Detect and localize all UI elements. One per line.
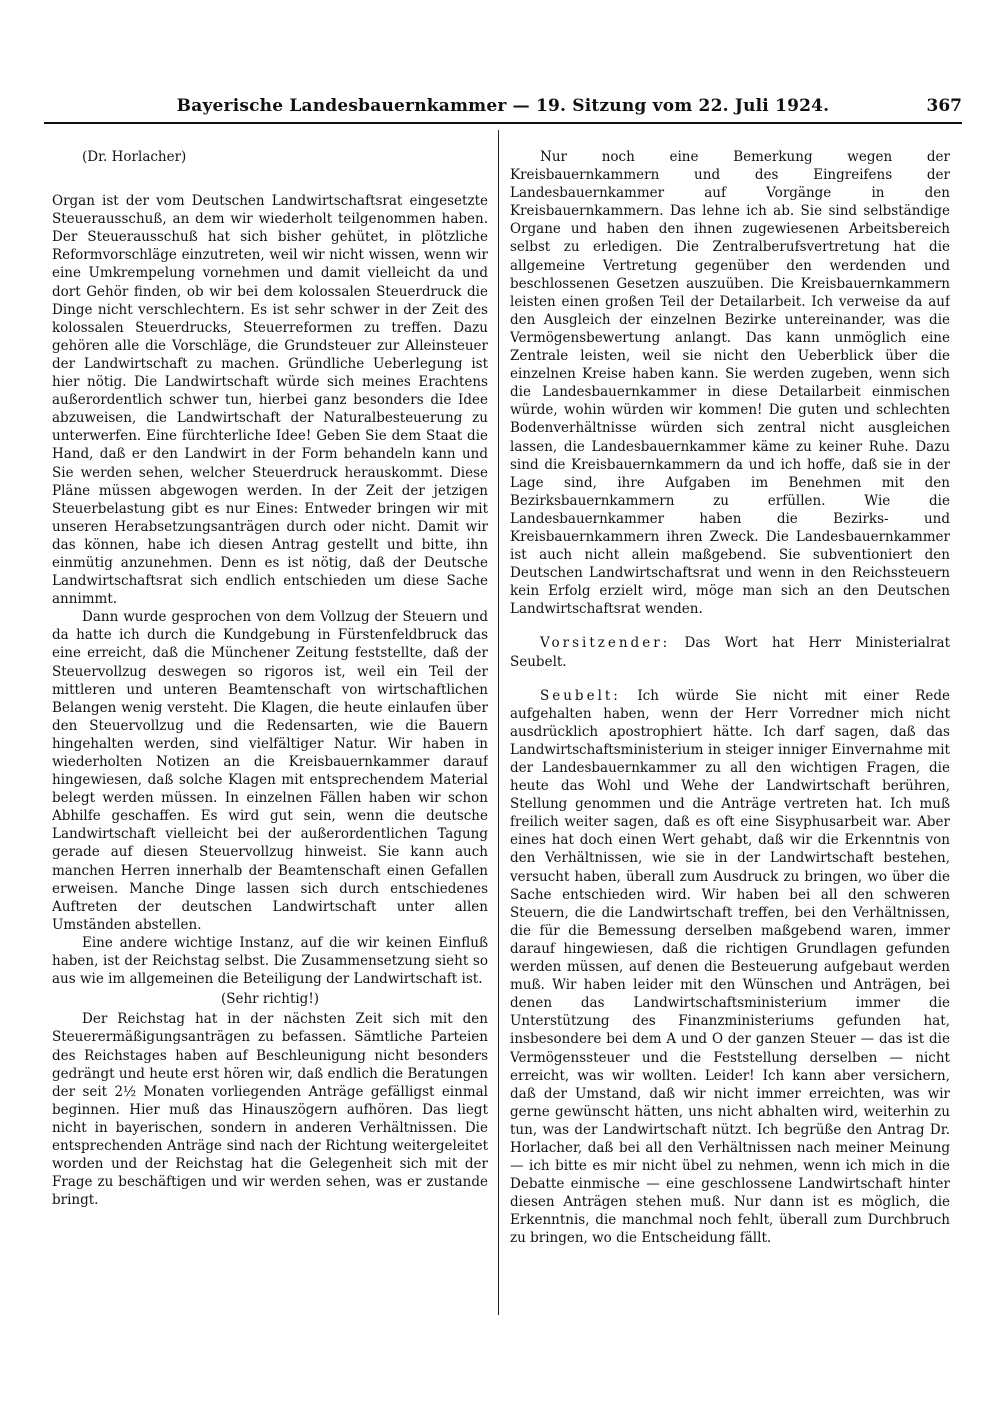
header-rule — [44, 122, 962, 124]
speaker-text: Ich würde Sie nicht mit einer Rede aufgehalten haben, wenn der Herr Vorredner mich nicht ausdrücklich apostrophiert hätte. Ich darf sagen, daß das Landwirtschaftsministerium in steiger inniger Einvernahme mit der Landesbauernkammer zu all den wichtigen Fragen, die heute das Wohl und Wehe der Landwirtschaft berühren, Stellung genommen und die Anträge vertreten hat. Ich muß freilich weiter sagen, daß es oft eine Sisyphusarbeit war. Aber eines hat doch einen Wert gehabt, daß wir die Erkenntnis von den Verhältnissen, wie sie in der Landwirtschaft bestehen, versucht haben, überall zum Ausdruck zu bringen, wo über die Sache entschieden wird. Wir haben bei all den schweren Steuern, die die Landwirtschaft treffen, bei den Verhältnissen, die für die Bemessung derselben maßgebend waren, immer darauf hingewiesen, daß die richtigen Grundlagen gefunden werden müssen, auf denen die Besteuerung aufgebaut werden muß. Wir haben leider mit den Wünschen und Anträgen, bei denen das Landwirtschaftsministerium immer die Unterstützung des Finanzministeriums gefunden hat, insbesondere bei dem A und O der ganzen Steuer — das ist die Vermögenssteuer und die Feststellung derselben — nicht erreicht, was wir wollten. Leider! Ich kann aber versichern, daß der Umstand, daß wir nicht immer erreichten, was wir gerne gewünscht hätten, uns nicht abhalten wird, weiterhin zu tun, was der Landwirtschaft nützt. Ich begrüße den Antrag Dr. Horlacher, daß bei all den Verhältnissen nach meiner Meinung — ich bitte es mir nicht übel zu nehmen, wenn ich mich in die Debatte einmische — eine geschlossene Landwirtschaft hinter diesen Anträgen stehen muß. Nur dann ist es möglich, die Erkenntnis, die manchmal noch fehlt, überall zum Durchbruch zu bringen, wo die Entscheidung fällt. — [510, 687, 950, 1247]
left-column — [52, 148, 488, 1328]
left-paragraph-2: Dann wurde gesprochen von dem Vollzug der Steuern und da hatte ich durch die Kundgebung in Fürstenfeldbruck das eine erreicht, daß die Münchener Zeitung feststellte, daß der Steuervollzug deswegen so rigoros ist, weil ein Teil der mittleren und unteren Beamtenschaft von wirtschaftlichen Belangen wenig versteht. Die Klagen, die heute einlaufen über den Steuervollzug und die Redensarten, wie die Bauern hingehalten werden, sind vielfältiger Natur. Wir haben in wiederholten Notizen an die Kreisbauernkammer darauf hingewiesen, daß solche Klagen mit entsprechendem Material belegt werden müssen. In einzelnen Fällen haben wir schon Abhilfe geschaffen. Es wird gut sein, wenn die deutsche Landwirtschaft vielleicht bei der außerordentlichen Tagung gerade auf diesen Steuervollzug hinweist. Sie kann auch manchen Herren innerhalb der Beamtenschaft einen Gefallen erweisen. Manche Dinge lassen sich durch entschiedenes Auftreten der deutschen Landwirtschaft unter allen Umständen abstellen. — [52, 609, 488, 933]
chair-statement — [510, 634, 950, 670]
left-paragraph-1: Organ ist der vom Deutschen Landwirtschaftsrat eingesetzte Steuerausschuß, an dem wir wiederholt teilgenommen haben. Der Steuerausschuß hat sich bisher gehütet, in plötzliche Reformvorschläge einzutreten, weil wir nicht wissen, wenn wir eine Umkrempelung vornehmen und damit vielleicht da und dort Gehör finden, ob wir bei dem kolossalen Steuerdruck die Dinge nicht verschlechtern. Es ist sehr schwer in der Zeit des kolossalen Steuerdrucks, Steuerreformen zu treffen. Dazu gehören alle die Vorschläge, die Grundsteuer zur Alleinsteuer der Landwirtschaft zu machen. Gründliche Ueberlegung ist hier nötig. Die Landwirtschaft würde sich meines Erachtens außerordentlich schwer tun, hierbei ganz besonders die Idee abzuweisen, die Landwirtschaft der Naturalbesteuerung zu unterwerfen. Eine fürchterliche Idee! Geben Sie dem Staat die Hand, daß er den Landwirt in der Form behandeln kann und Sie werden sehen, welcher Steuerdruck herauskommt. Diese Pläne müssen abgewogen werden. In der Zeit der jetzigen Steuerbelastung gibt es nur Eines: Entweder bringen wir mit unseren Herabsetzungsanträgen durch oder nicht. Damit wir das können, habe ich diesen Antrag gestellt und bitte, ihn einmütig anzunehmen. Denn es ist nötig, daß der Deutsche Landwirtschaftsrat sich endlich entschieden um diese Sache annimmt. — [52, 193, 488, 608]
running-header — [44, 96, 962, 118]
header-title: Bayerische Landesbauernkammer — 19. Sitzung vom 22. Juli 1924. — [176, 96, 830, 116]
right-paragraph-1: Nur noch eine Bemerkung wegen der Kreisbauernkammern und des Eingreifens der Landesbauernkammer auf Vorgänge in den Kreisbauernkammern. Das lehne ich ab. Sie sind selbständige Organe und haben den ihnen zugewiesenen Arbeitsbereich selbst zu erledigen. Die Zentralberufsvertretung hat die allgemeine Vertretung gegenüber den werdenden und beschlossenen Gesetzen auszuüben. Die Kreisbauernkammern leisten einen großen Teil der Detailarbeit. Ich verweise da auf den Ausgleich der einzelnen Bezirke untereinander, was die Vermögensbewertung anlangt. Das kann unmöglich eine Zentrale leisten, weil sie nicht den Ueberblick über die einzelnen Kreise haben kann. Sie werden zugeben, wenn sich die Landesbauernkammer in diese Detailarbeit einmischen würde, wohin würden wir kommen! Die guten und schlechten Bodenverhältnisse würden sich zentral nicht ausgleichen lassen, die Landesbauernkammer käme zu keiner Ruhe. Dazu sind die Kreisbauernkammern da und ich hoffe, daß sie in der Lage sind, ihre Aufgaben im Benehmen mit den Bezirksbauernkammern zu erfüllen. Wie die Landesbauernkammer haben die Bezirks- und Kreisbauernkammern ihren Zweck. Die Landesbauernkammer ist auch nicht allein maßgebend. Sie subventioniert den Deutschen Landwirtschaftsrat und wenn in den Reichssteuern kein Erfolg erzielt wird, möge man sich an den Deutschen Landwirtschaftsrat wenden. — [510, 149, 950, 618]
left-paragraph-3: Eine andere wichtige Instanz, auf die wir keinen Einfluß haben, ist der Reichstag selbst. Die Zusammensetzung sieht so aus wie im allgemeinen die Beteiligung der Landwirtschaft ist. — [52, 934, 488, 988]
right-column — [510, 148, 950, 1328]
page-number: 367 — [926, 96, 962, 116]
left-paragraph-4: Der Reichstag hat in der nächsten Zeit sich mit den Steuerermäßigungsanträgen zu befassen. Sämtliche Parteien des Reichstages haben auf Beschleunigung nicht besonders gedrängt und heute erst hören wir, daß endlich die Beratungen der seit 2½ Monaten vorliegenden Anträge gefälligst einmal beginnen. Hier muß das Hinauszögern aufhören. Das liegt nicht in bayerischen, sondern in anderen Verhältnissen. Die entsprechenden Anträge sind nach der Richtung weitergeleitet worden und der Reichstag hat die Gelegenheit sich mit der Frage zu beschäftigen und wir werden sehen, was er zustande bringt. — [52, 1011, 488, 1209]
speaker-note: (Dr. Horlacher) — [82, 149, 187, 165]
interjection: (Sehr richtig!) — [220, 991, 320, 1008]
chair-text: Das Wort hat Herr Ministerialrat Seubelt. — [510, 635, 950, 670]
speaker-label: Seubelt: — [540, 687, 621, 704]
speaker-statement — [510, 687, 950, 1248]
chair-label: Vorsitzender: — [540, 635, 671, 652]
column-divider — [498, 130, 499, 1315]
